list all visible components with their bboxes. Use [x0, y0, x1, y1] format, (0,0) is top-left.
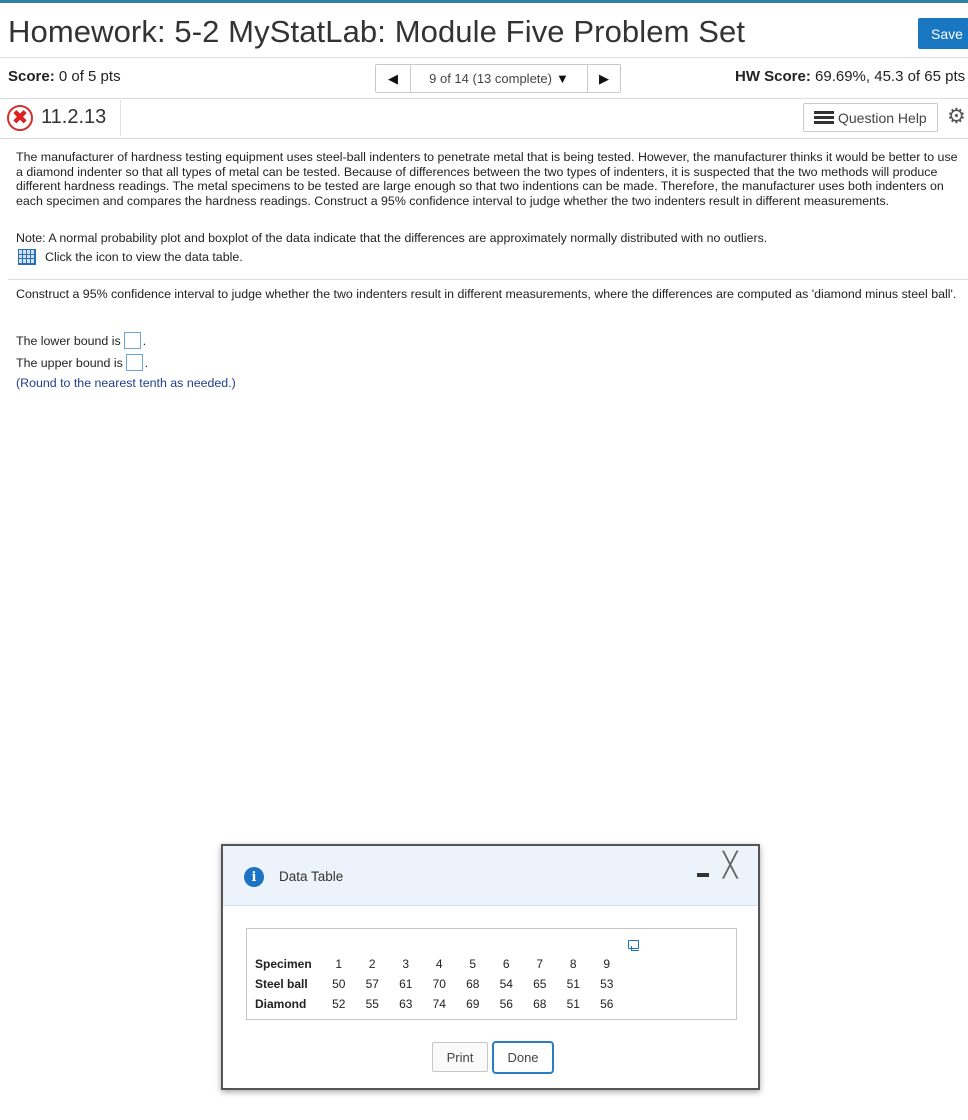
- table-cell: 6: [502, 957, 510, 971]
- table-cell: 61: [399, 977, 413, 991]
- list-icon: [814, 111, 834, 125]
- table-cell: 51: [566, 997, 580, 1011]
- period: .: [144, 355, 149, 370]
- table-cell: 63: [399, 997, 413, 1011]
- row-header: Diamond: [255, 997, 307, 1011]
- hw-score-display: [735, 68, 968, 85]
- gear-icon[interactable]: ⚙: [947, 105, 966, 128]
- copy-icon[interactable]: [628, 940, 639, 949]
- next-question-button[interactable]: [588, 65, 620, 92]
- divider: [0, 57, 968, 58]
- row-header: Specimen: [255, 957, 312, 971]
- divider: [0, 98, 968, 99]
- problem-note: Note: A normal probability plot and boxplot of the data indicate that the differences are approximately normally distributed with no outliers.: [16, 231, 768, 245]
- top-accent-bar: [0, 0, 968, 8]
- table-cell: 54: [499, 977, 513, 991]
- table-cell: 9: [603, 957, 611, 971]
- print-button[interactable]: Print: [432, 1042, 488, 1072]
- previous-question-button[interactable]: [376, 65, 411, 92]
- divider: [0, 138, 968, 139]
- upper-bound-label: The upper bound is: [16, 355, 123, 370]
- info-icon: i: [244, 867, 264, 887]
- table-cell: 56: [600, 997, 614, 1011]
- table-cell: 2: [368, 957, 376, 971]
- save-button[interactable]: Save: [918, 18, 968, 49]
- table-cell: 68: [466, 977, 480, 991]
- dialog-title: Data Table: [279, 869, 344, 884]
- page-title: Homework: 5-2 MyStatLab: Module Five Problem Set: [8, 14, 746, 49]
- score-display: [8, 68, 121, 85]
- dialog-header: [223, 846, 758, 906]
- table-row: [253, 954, 624, 974]
- period: .: [142, 333, 147, 348]
- table-cell: 55: [365, 997, 379, 1011]
- table-cell: 3: [402, 957, 410, 971]
- upper-bound-input[interactable]: [126, 354, 143, 371]
- table-cell: 8: [569, 957, 577, 971]
- table-cell: 50: [332, 977, 346, 991]
- triangle-left-icon: ◀: [388, 70, 398, 86]
- table-cell: 57: [365, 977, 379, 991]
- lower-bound-input[interactable]: [124, 332, 141, 349]
- table-cell: 51: [566, 977, 580, 991]
- upper-bound-row: [16, 354, 148, 371]
- table-cell: 7: [536, 957, 544, 971]
- data-table: [253, 954, 624, 1014]
- hw-score-label: HW Score:: [735, 68, 811, 85]
- table-cell: 52: [332, 997, 346, 1011]
- table-row: [253, 974, 624, 994]
- table-cell: 1: [335, 957, 343, 971]
- lower-bound-row: [16, 332, 146, 349]
- question-number: 11.2.13: [41, 106, 107, 128]
- question-text: Construct a 95% confidence interval to judge whether the two indenters result in different measurements, where the differences are computed as 'diamond minus steel ball'.: [16, 287, 957, 301]
- question-help-button[interactable]: [803, 103, 938, 132]
- lower-bound-label: The lower bound is: [16, 333, 121, 348]
- question-navigator: [375, 64, 621, 93]
- question-help-label: Question Help: [838, 109, 927, 126]
- table-cell: 70: [432, 977, 446, 991]
- table-icon[interactable]: [18, 249, 36, 265]
- done-button[interactable]: Done: [492, 1041, 554, 1074]
- question-position-dropdown[interactable]: [411, 65, 588, 92]
- table-row: [253, 994, 624, 1014]
- triangle-right-icon: ▶: [599, 70, 609, 86]
- question-position-label: 9 of 14 (13 complete): [429, 71, 552, 86]
- row-header: Steel ball: [255, 977, 308, 991]
- table-cell: 4: [435, 957, 443, 971]
- divider: [8, 279, 968, 280]
- table-cell: 69: [466, 997, 480, 1011]
- hw-score-value: 69.69%, 45.3 of 65 pts: [815, 68, 966, 85]
- data-table-link-label: Click the icon to view the data table.: [45, 250, 243, 264]
- divider: [120, 100, 121, 136]
- rounding-note: (Round to the nearest tenth as needed.): [16, 376, 236, 390]
- score-value: 0 of 5 pts: [58, 68, 121, 85]
- minimize-icon[interactable]: [697, 873, 709, 877]
- x-circle-icon: ✖: [7, 105, 33, 131]
- close-icon[interactable]: ╳: [723, 852, 738, 879]
- data-table-link[interactable]: [18, 249, 243, 265]
- table-cell: 56: [499, 997, 513, 1011]
- data-table-container: [246, 928, 737, 1020]
- table-cell: 5: [469, 957, 477, 971]
- triangle-down-icon: ▼: [555, 71, 569, 86]
- problem-statement: The manufacturer of hardness testing equipment uses steel-ball indenters to penetrate metal that is being tested. However, the manufacturer thinks it would be better to use a diamond indenter so that all types of metal can be tested. Because of differences between the two types of indenters, it is suspected that the two methods will produce different hardness readings. The metal specimens to be tested are large enough so that two indentions can be made. Therefore, the manufacturer uses both indenters on each specimen and compares the hardness readings. Construct a 95% confidence interval to judge whether the two indenters result in different measurements.: [16, 150, 958, 208]
- table-cell: 65: [533, 977, 547, 991]
- data-table-dialog: [221, 844, 760, 1090]
- score-label: Score:: [8, 68, 55, 85]
- table-cell: 53: [600, 977, 614, 991]
- table-cell: 74: [432, 997, 446, 1011]
- table-cell: 68: [533, 997, 547, 1011]
